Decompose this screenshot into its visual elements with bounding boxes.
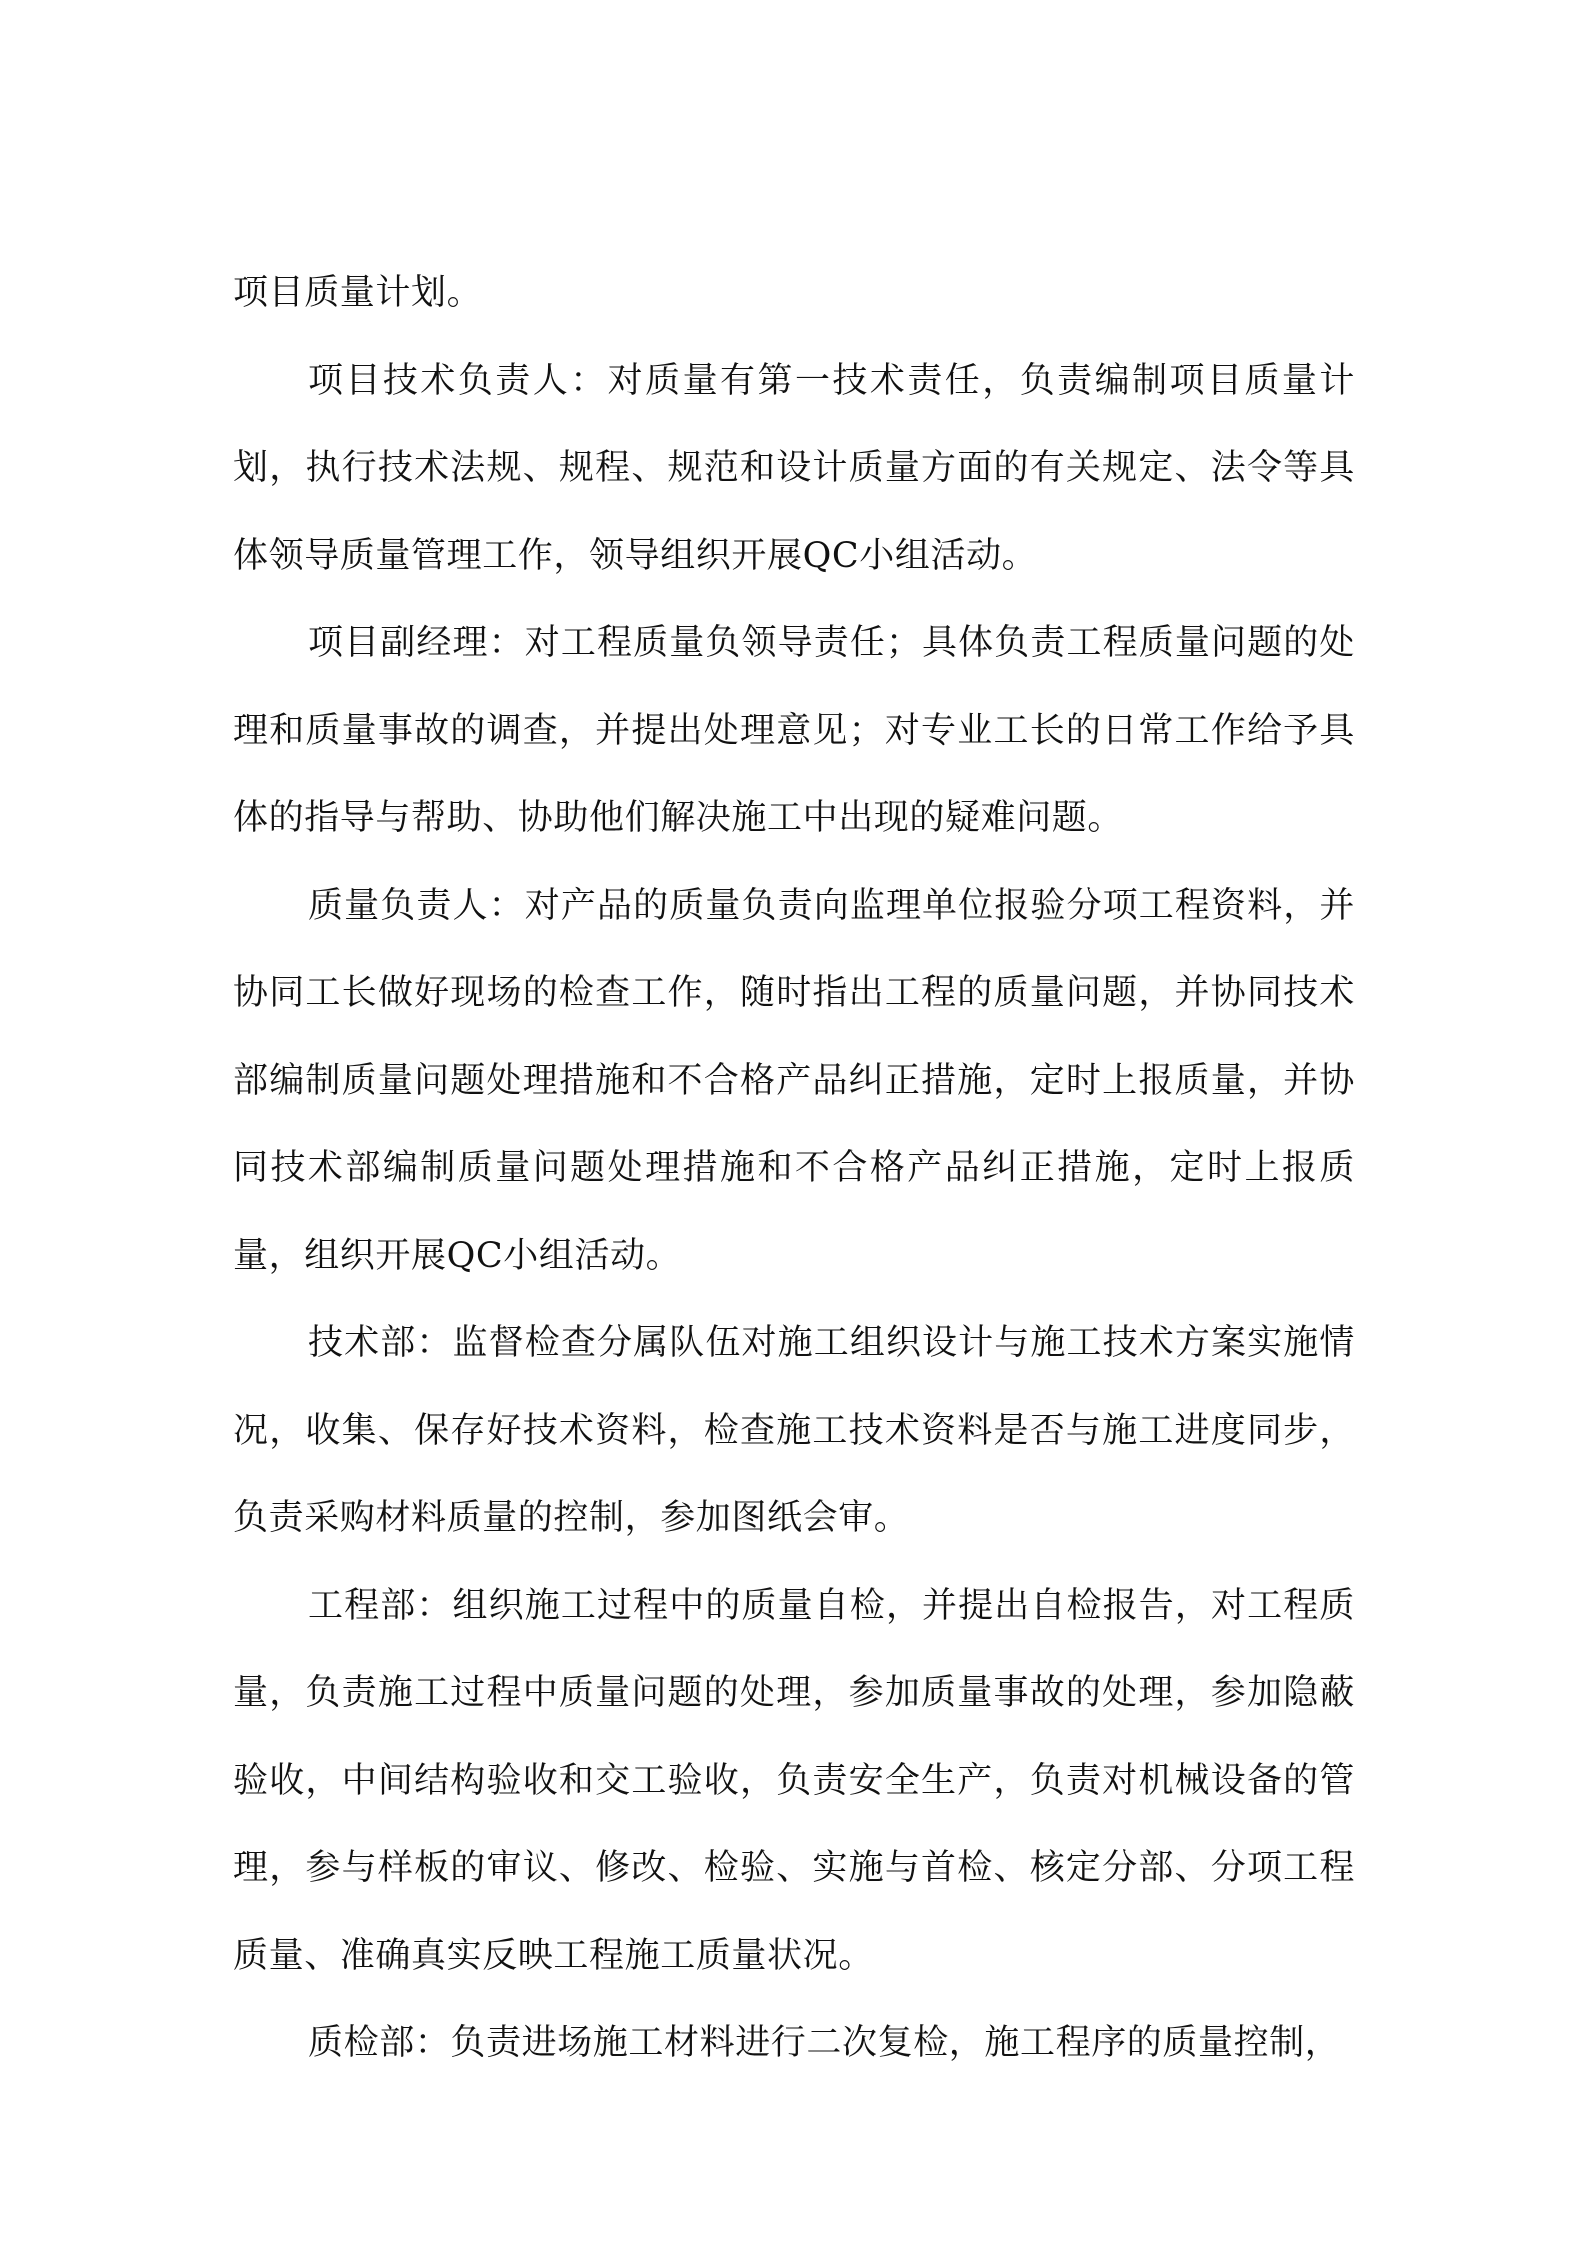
paragraph-technical-lead: 项目技术负责人：对质量有第一技术责任，负责编制项目质量计划，执行技术法规、规程、规范和设计质量方面的有关规定、法令等具体领导质量管理工作，领导组织开展QC小组活动。 [233, 360, 1355, 576]
paragraph-quality-inspection-department: 质检部：负责进场施工材料进行二次复检，施工程序的质量控制， [308, 2023, 1341, 2063]
paragraph-quality-lead: 质量负责人：对产品的质量负责向监理单位报验分项工程资料，并协同工长做好现场的检查工作，随时指出工程的质量问题，并协同技术部编制质量问题处理措施和不合格产品纠正措施，定时上报质量，并协同技术部编制质量问题处理措施和不合格产品纠正措施，定时上报质量，组织开展QC小组活动。 [233, 885, 1355, 1276]
paragraph-deputy-manager: 项目副经理：对工程质量负领导责任；具体负责工程质量问题的处理和质量事故的调查，并提出处理意见；对专业工长的日常工作给予具体的指导与帮助、协助他们解决施工中出现的疑难问题。 [233, 623, 1355, 838]
document-body [233, 250, 1355, 2088]
paragraph-technical-department: 技术部：监督检查分属队伍对施工组织设计与施工技术方案实施情况，收集、保存好技术资料，检查施工技术资料是否与施工进度同步，负责采购材料质量的控制，参加图纸会审。 [233, 1323, 1355, 1538]
paragraph-continuation: 项目质量计划。 [233, 273, 483, 313]
paragraph-engineering-department: 工程部：组织施工过程中的质量自检，并提出自检报告，对工程质量，负责施工过程中质量问题的处理，参加质量事故的处理，参加隐蔽验收，中间结构验收和交工验收，负责安全生产，负责对机械设备的管理，参与样板的审议、修改、检验、实施与首检、核定分部、分项工程质量、准确真实反映工程施工质量状况。 [233, 1585, 1355, 1976]
